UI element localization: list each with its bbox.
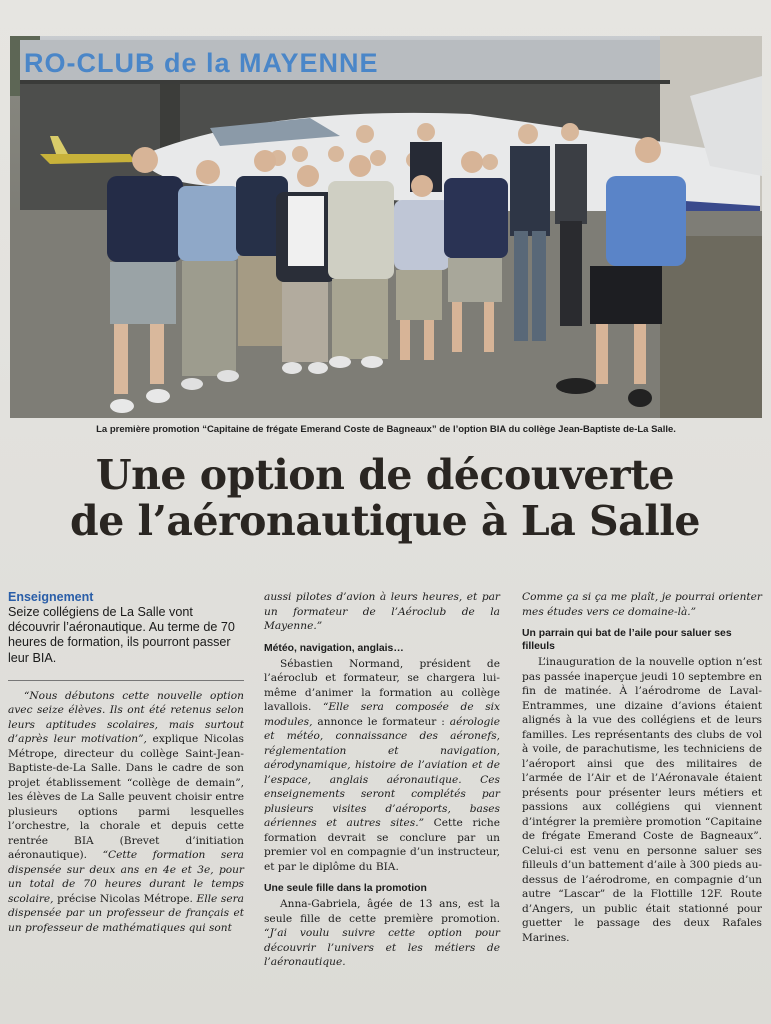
headline — [20, 452, 750, 544]
quote-text: “J’ai voulu suivre cette option pour découvrir l’univers et les métiers de l’aéronautique. — [264, 927, 500, 968]
photo-caption: La première promotion “Capitaine de frégate Emerand Coste de Bagneaux” de l’option BIA du collège Jean-Baptiste de-La Salle. — [96, 424, 676, 435]
body-text: explique Nicolas Métrope, directeur du collège Saint-Jean-Baptiste-de-La Salle. Dans le cadre de son projet établissement “collège de demain”, les élèves de La Salle peuvent choisir entre plusieurs options parmi lesquelles l’orchestre, la chorale et depuis cette rentrée BIA (Brevet d’initiation aéronautique). — [8, 733, 244, 862]
group-photo — [10, 36, 762, 418]
quote-text: Comme ça si ça me plaît, je pourrai orienter mes études vers ce domaine-là.” — [522, 591, 762, 618]
divider — [8, 680, 244, 681]
quote-text: Elle sera dispensée par un professeur de français et un professeur de mathématiques qui sont — [8, 892, 244, 934]
body-paragraph — [264, 657, 500, 875]
quote-text: “Elle sera composée de six modules, — [264, 701, 501, 728]
headline-line-1: Une option de découverte — [95, 451, 675, 499]
column-1 — [8, 590, 244, 935]
body-paragraph — [522, 590, 762, 619]
column-3 — [522, 590, 762, 945]
subheading: Une seule fille dans la promotion — [264, 883, 427, 894]
subheading: Météo, navigation, anglais… — [264, 642, 404, 654]
quote-text: aussi pilotes d’avion à leurs heures, et par un formateur de l’Aéroclub de la Mayenne.” — [264, 591, 500, 632]
body-text: précise Nicolas Métrope. — [53, 892, 197, 905]
headline-line-2: de l’aéronautique à La Salle — [70, 497, 700, 545]
quote-text: aérologie et météo, connaissance des aéronefs, réglementation et navigation, aérodynamique, histoire de l’aviation et de l’espace, anglais aéronautique. Ces enseignements seront complétés par plusieurs visites d’aéroports, bases aériennes et autres sites.” — [264, 715, 500, 829]
quote-text: “Cette formation sera dispensée sur deux ans en 4e et 3e, pour un total de 70 heures durant le temps scolaire, — [8, 849, 244, 905]
body-paragraph — [264, 897, 500, 970]
body-text: Cette riche formation devrait se conclure par un premier vol en compagnie d’un instructeur, et par le diplôme du BIA. — [264, 817, 500, 873]
lead-paragraph: Seize collégiens de La Salle vont découvrir l’aéronautique. Au terme de 70 heures de formation, ils pourront passer leur BIA. — [8, 605, 235, 665]
subheading: Un parrain qui bat de l’aile pour saluer ses filleuls — [522, 628, 732, 652]
column-2 — [264, 590, 500, 970]
body-text: Anna-Gabriela, âgée de 13 ans, est la seule fille de cette première promotion. — [264, 898, 500, 925]
body-text: Sébastien Normand, président de l’aéroclub et formateur, se chargera lui-même d’animer la formation au collège lavallois. — [264, 657, 500, 713]
body-text: annonce le formateur : — [312, 715, 450, 728]
body-paragraph — [8, 689, 244, 936]
hangar-sign-text: RO-CLUB de la MAYENNE — [24, 48, 379, 78]
rubric-label: Enseignement — [8, 590, 94, 604]
body-paragraph — [264, 590, 500, 634]
quote-text: “Nous débutons cette nouvelle option avec seize élèves. Ils ont été retenus selon leurs aptitudes scolaires, mais surtout d’après leur motivation”, — [8, 689, 244, 746]
body-paragraph: L’inauguration de la nouvelle option n’est pas passée inaperçue jeudi 10 septembre en fin de matinée. À l’aérodrome de Laval-Entrammes, une dizaine d’avions étaient alignés à la vue des collégiens et de leurs familles. Les représentants des clubs de vol à voile, de parachutisme, les techniciens de l’aéroport ainsi que des militaires de l’armée de l’Air et de l’Aéronavale étaient présents pour présenter leurs métiers et passions aux collégiens qui viennent d’intégrer la première promotion “Capitaine de frégate Emerand Coste de Bagneaux”. Celui-ci est venu en personne saluer ses filleuls d’un battement d’aile à 300 pieds au-dessus de l’aérodrome, en compagnie d’un autre “Lascar” de la Flottille 12F. Route d’Angers, un public était stationné pour guetter le passage des deux Rafales Marines. — [522, 656, 762, 944]
